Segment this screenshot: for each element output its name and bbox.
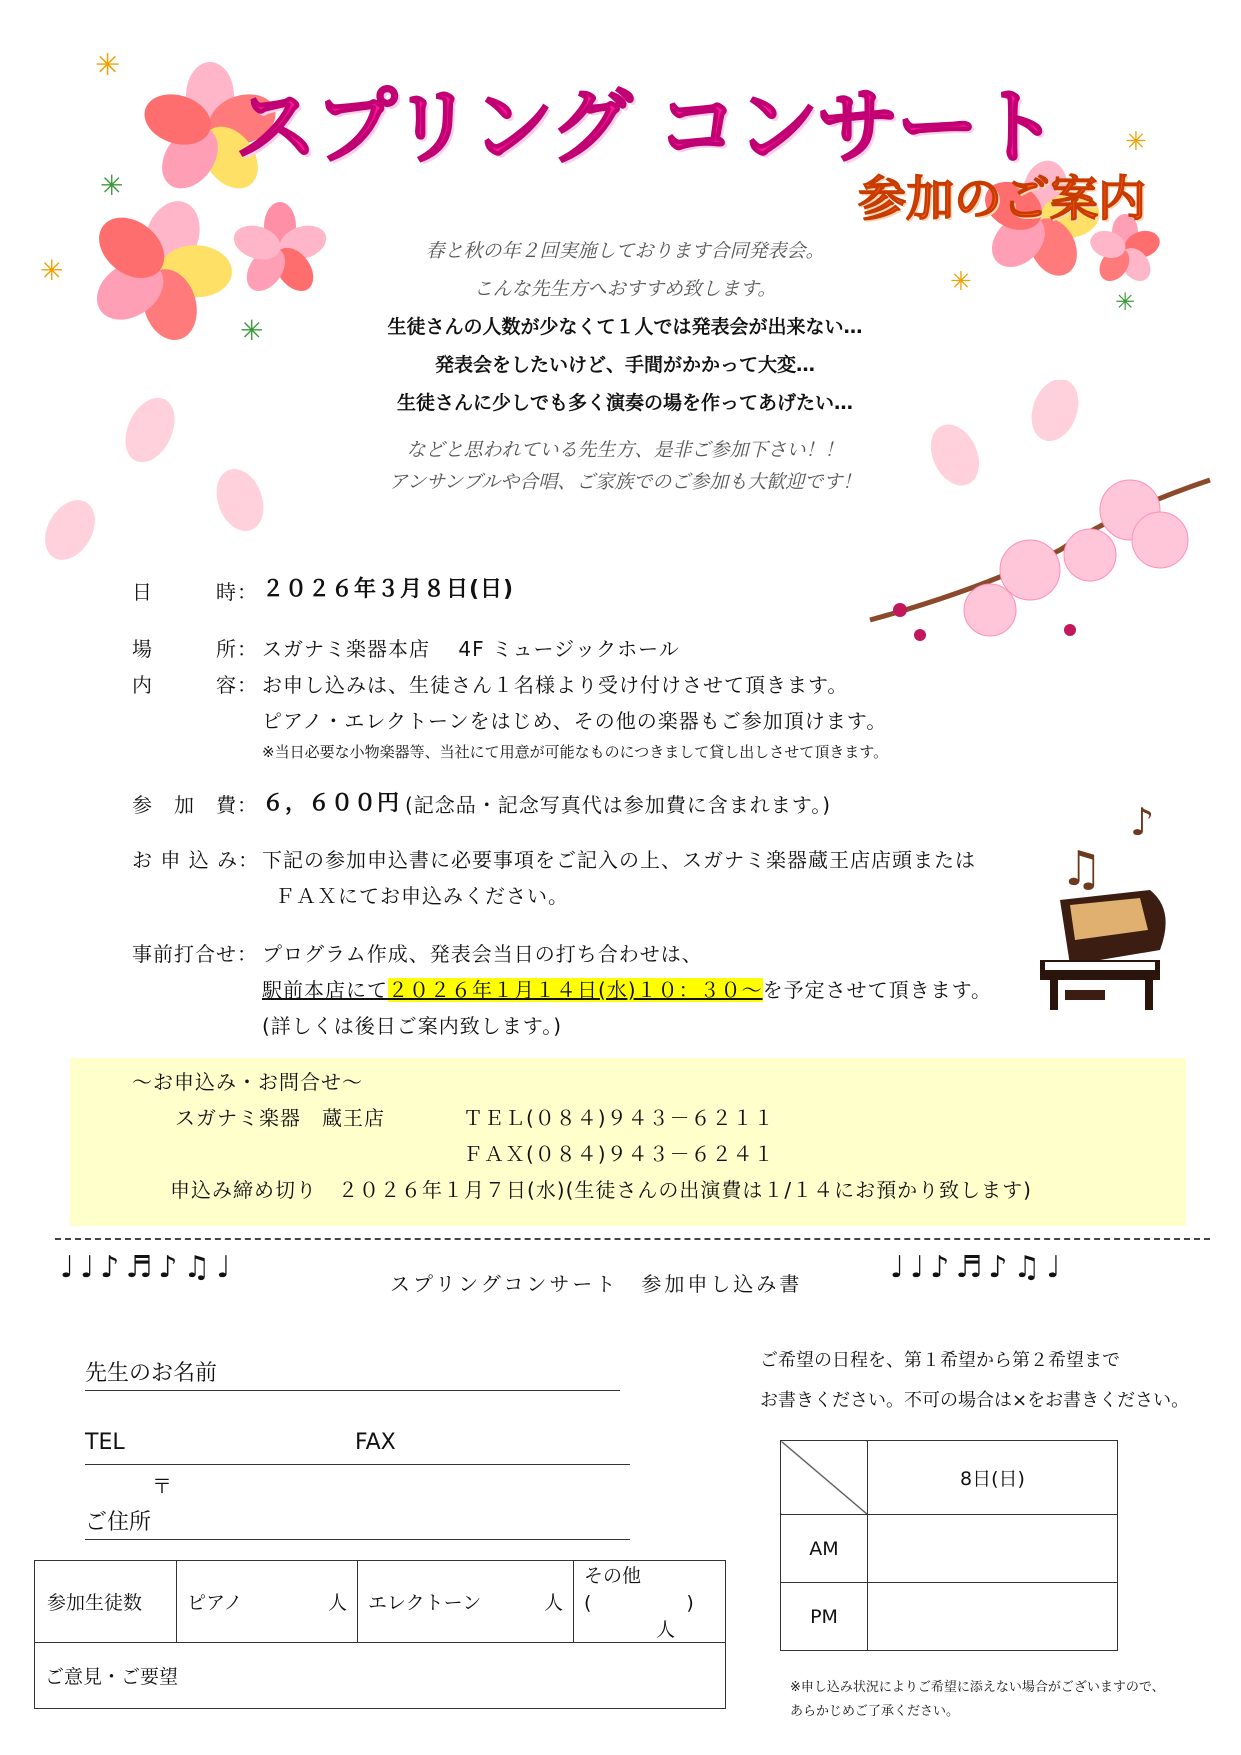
meeting-line2 <box>262 974 992 1003</box>
fee-label: 参 加 費： <box>132 793 258 817</box>
grand-piano-illustration <box>1030 870 1180 1020</box>
content-label: 内 容： <box>132 673 258 697</box>
page-subtitle: 参加のご案内 <box>858 171 1147 227</box>
svg-text:✳: ✳ <box>240 314 264 347</box>
svg-text:✳: ✳ <box>95 48 121 83</box>
svg-text:✳: ✳ <box>950 267 972 297</box>
intro-line: こんな先生方へおすすめ致します。 <box>473 278 777 300</box>
date-label: 日 時： <box>132 580 258 604</box>
footnote: ※申し込み状況によりご希望に添えない場合がございますので、 <box>790 1680 1165 1695</box>
other-cell[interactable] <box>574 1561 726 1643</box>
electone-label: エレクトーン <box>368 1592 482 1614</box>
am-label: AM <box>781 1515 868 1583</box>
person-unit: 人 <box>327 1592 347 1614</box>
svg-text:✳: ✳ <box>100 169 124 202</box>
meeting-datetime: ２０２６年１月１４日(水)１０：３０～ <box>388 978 763 1002</box>
other-label: その他( ) <box>584 1565 694 1614</box>
intro-line: 生徒さんの人数が少なくて１人では発表会が出来ない… <box>387 316 863 338</box>
svg-text:♪: ♪ <box>1130 800 1155 844</box>
address-field[interactable] <box>85 1505 630 1540</box>
music-notes-right-icon: ♩♩♪♬♪♫♩ <box>890 1250 1067 1285</box>
content-note: ※当日必要な小物楽器等、当社にて用意が可能なものにつきまして貸し出しさせて頂きます。 <box>262 743 889 761</box>
piano-cell[interactable] <box>177 1561 358 1643</box>
am-input-cell[interactable] <box>868 1515 1118 1583</box>
fax-label: FAX <box>355 1430 396 1455</box>
intro-block <box>320 232 930 498</box>
intro-line: などと思われている先生方、是非ご参加下さい！！ <box>406 439 844 461</box>
form-title: スプリングコンサート 参加申し込み書 <box>390 1272 803 1296</box>
page-title: スプリング コンサート <box>235 80 1057 175</box>
electone-cell[interactable] <box>358 1561 574 1643</box>
meeting-line: プログラム作成、発表会当日の打ち合わせは、 <box>262 942 703 966</box>
meeting-line: (詳しくは後日ご案内致します。) <box>262 1014 563 1038</box>
svg-text:♫: ♫ <box>1060 841 1104 897</box>
svg-text:✳: ✳ <box>1125 127 1147 157</box>
contact-heading: ～お申込み・お問合せ～ <box>132 1070 363 1094</box>
meeting-label: 事前打合せ： <box>132 942 258 966</box>
participants-label: 参加生徒数 <box>35 1561 177 1643</box>
svg-text:✳: ✳ <box>1115 288 1136 316</box>
meeting-place: 駅前本店にて <box>262 978 388 1002</box>
content-line: ピアノ・エレクトーンをはじめ、その他の楽器もご参加頂けます。 <box>262 709 888 733</box>
contact-box <box>70 1058 1186 1226</box>
contact-tel: ＴＥＬ(０８４)９４３－６２１１ <box>463 1106 775 1130</box>
tel-label: TEL <box>85 1430 125 1455</box>
day-header: 8日(日) <box>868 1441 1118 1515</box>
fee-note: (記念品・記念写真代は参加費に含まれます。) <box>405 793 832 817</box>
apply-line: 下記の参加申込書に必要事項をご記入の上、スガナミ楽器蔵王店店頭または <box>262 848 976 872</box>
intro-line: 生徒さんに少しでも多く演奏の場を作ってあげたい… <box>396 392 853 414</box>
place-label: 場 所： <box>132 637 258 661</box>
teacher-name-field[interactable] <box>85 1356 620 1391</box>
content-line: お申し込みは、生徒さん１名様より受け付けさせて頂きます。 <box>262 673 849 697</box>
place-value: スガナミ楽器本店 4F ミュージックホール <box>262 637 680 661</box>
piano-label: ピアノ <box>187 1592 243 1614</box>
footnote: あらかじめご了承ください。 <box>790 1704 960 1719</box>
participants-table <box>34 1560 726 1709</box>
tel-fax-field[interactable] <box>85 1430 630 1465</box>
cut-line-divider <box>55 1238 1210 1240</box>
cherry-branch-illustration <box>860 470 1220 670</box>
intro-line: 春と秋の年２回実施しております合同発表会。 <box>425 240 825 262</box>
pm-label: PM <box>781 1583 868 1651</box>
schedule-note: ご希望の日程を、第１希望から第２希望まで <box>760 1350 1120 1371</box>
fee-value: ６，６００円 <box>262 791 401 816</box>
schedule-corner-cell <box>781 1441 868 1515</box>
contact-fax: ＦＡＸ(０８４)９４３－６２４１ <box>463 1142 775 1166</box>
contact-store: スガナミ楽器 蔵王店 <box>175 1106 385 1130</box>
date-value: ２０２６年３月８日(日) <box>262 577 515 602</box>
intro-line: アンサンブルや合唱、ご家族でのご参加も大歓迎です！ <box>388 471 862 493</box>
person-unit: 人 <box>655 1619 675 1641</box>
address-label: ご住所 <box>85 1510 152 1535</box>
apply-label: お 申 込 み： <box>132 848 260 872</box>
pm-input-cell[interactable] <box>868 1583 1118 1651</box>
music-notes-left-icon: ♩♩♪♬♪♫♩ <box>60 1250 237 1285</box>
svg-text:✳: ✳ <box>40 254 64 287</box>
intro-line: 発表会をしたいけど、手間がかかって大変… <box>434 354 815 376</box>
opinion-cell[interactable] <box>35 1643 726 1709</box>
person-unit: 人 <box>543 1592 563 1614</box>
opinion-label: ご意見・ご要望 <box>45 1666 179 1688</box>
teacher-name-label: 先生のお名前 <box>85 1361 218 1386</box>
apply-line: ＦＡＸにてお申込みください。 <box>275 884 569 908</box>
postal-mark: 〒 <box>152 1474 172 1498</box>
schedule-note: お書きください。不可の場合は×をお書きください。 <box>760 1390 1190 1411</box>
contact-deadline: 申込み締め切り ２０２６年１月７日(水)(生徒さんの出演費は１/１４にお預かり致します) <box>170 1178 1032 1202</box>
meeting-suffix: を予定させて頂きます。 <box>762 978 993 1002</box>
schedule-table <box>780 1440 1118 1651</box>
